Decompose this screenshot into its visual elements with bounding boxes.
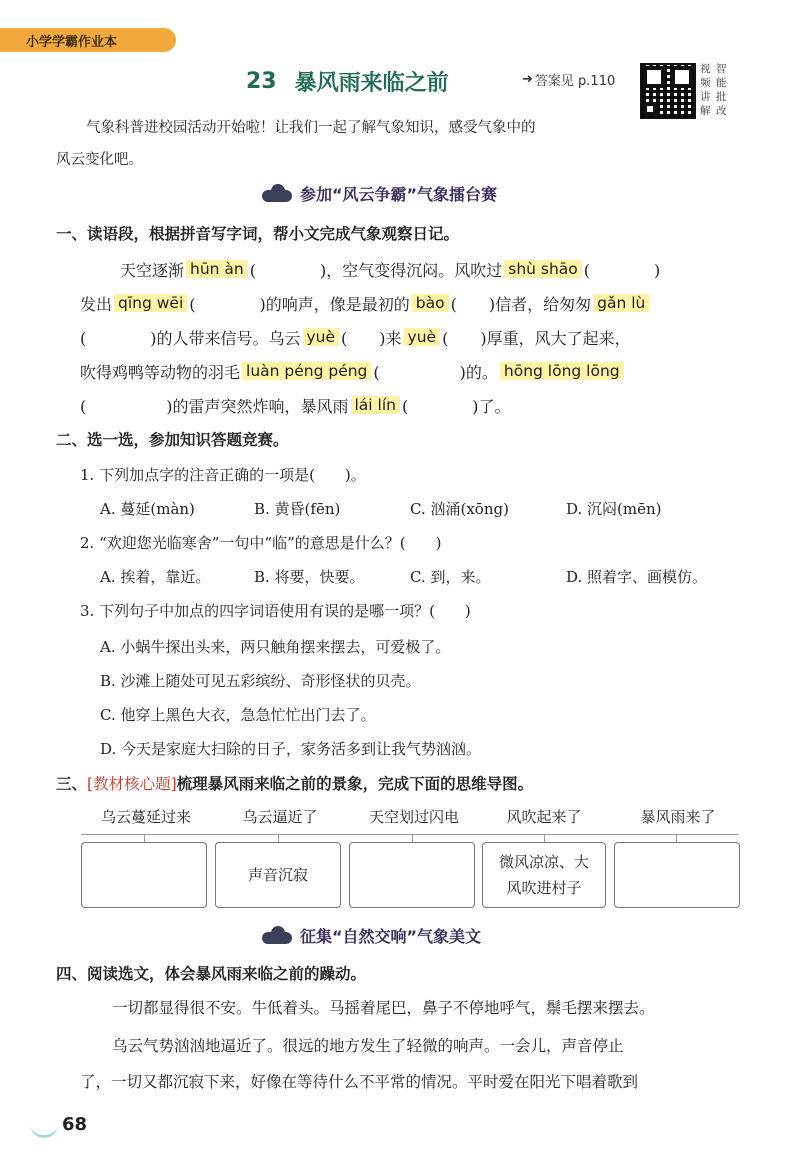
mind-map-answer-box[interactable] [349, 842, 475, 908]
option-c[interactable]: C. 他穿上黑色大衣，急急忙忙出门去了。 [100, 706, 376, 724]
intro-line-1: 气象科普进校园活动开始啦！让我们一起了解气象知识，感受气象中的 [86, 120, 536, 136]
pinyin: luàn péng péng [242, 362, 371, 380]
option-a[interactable]: A. 挨着，靠近。 [100, 568, 211, 586]
text: 天空逐渐 [120, 260, 185, 280]
reading-line: 了，一切又都沉寂下来，好像在等待什么不平常的情况。平时爱在阳光下唱着歌到 [80, 1073, 639, 1091]
reading-line: 一切都显得很不安。牛低着头。马摇着尾巴，鼻子不停地呼气，鬃毛摆来摆去。 [112, 999, 655, 1017]
answer-blank[interactable]: ( ) [583, 260, 661, 280]
pinyin: lái lín [351, 396, 400, 414]
mind-map-label: 乌云逼近了 [242, 808, 318, 826]
mind-map-box: 微风凉凉、大 风吹进村子 [482, 842, 606, 908]
reading-line: 乌云气势汹汹地逼近了。很远的地方发生了轻微的响声。一会儿，声音停止 [112, 1037, 624, 1055]
mind-map-answer-box[interactable] [614, 842, 740, 908]
option-c[interactable]: C. 到，来。 [410, 568, 491, 586]
text: 发出 [80, 294, 113, 314]
mind-map-label: 风吹起来了 [506, 808, 582, 826]
option-b[interactable]: B. 沙滩上随处可见五彩缤纷、奇形怪状的贝壳。 [100, 672, 421, 690]
intro-line-2: 风云变化吧。 [56, 152, 143, 168]
mind-map-box: 声音沉寂 [215, 842, 341, 908]
banner-text: 征集“自然交响”气象美文 [300, 926, 482, 946]
qr-char: 解 [700, 105, 711, 117]
option-a[interactable]: A. 小蜗牛探出头来，两只触角摆来摆去，可爱极了。 [100, 638, 451, 656]
question-2-3-stem[interactable]: 3. 下列句子中加点的四字词语使用有误的是哪一项？( ) [80, 602, 471, 620]
mind-map-connector [676, 834, 677, 842]
qr-char: 智 [716, 63, 727, 75]
qr-code[interactable] [640, 63, 696, 119]
qr-char: 批 [716, 91, 727, 103]
arrow-right-icon: ➜ [522, 72, 533, 87]
text: 吹得鸡鸭等动物的羽毛 [80, 362, 241, 382]
banner-text: 参加“风云争霸”气象擂台赛 [300, 184, 498, 204]
question-2-1-stem[interactable]: 1. 下列加点字的注音正确的一项是( )。 [80, 466, 366, 484]
question-3-heading [56, 772, 533, 794]
answer-page-text: 答案见 p.110 [534, 74, 616, 89]
option-d[interactable]: D. 今天是家庭大扫除的日子，家务活多到让我气势汹汹。 [100, 740, 482, 758]
pinyin: yuè [303, 328, 340, 346]
passage-line [80, 356, 760, 386]
mind-map-label: 乌云蔓延过来 [100, 808, 191, 826]
qr-char: 能 [716, 77, 727, 89]
pinyin: gǎn lù [593, 294, 649, 312]
passage-line [120, 254, 800, 284]
series-name: 小学学霸作业本 [26, 34, 118, 50]
section-banner-1 [262, 180, 497, 206]
answer-blank[interactable]: ( )信者，给匆匆 [450, 294, 592, 314]
mind-map-connector [81, 834, 739, 835]
mind-map-connector [278, 834, 279, 842]
option-c[interactable]: C. 汹涌(xōng) [410, 500, 509, 518]
passage-line [80, 288, 760, 318]
question-1-heading: 一、读语段，根据拼音写字词，帮小文完成气象观察日记。 [56, 225, 460, 243]
page-number: 68 [62, 1114, 88, 1135]
section-banner-2 [262, 922, 481, 948]
option-d[interactable]: D. 照着字、画模仿。 [566, 568, 708, 586]
mind-map-label: 暴风雨来了 [640, 808, 716, 826]
passage-line [80, 322, 760, 352]
qr-char: 改 [716, 105, 727, 117]
answer-blank[interactable]: ( )了。 [401, 396, 511, 416]
question-2-2-stem[interactable]: 2. “欢迎您光临寒舍”一句中“临”的意思是什么？( ) [80, 534, 442, 552]
pinyin: shù shāo [504, 260, 582, 278]
pinyin: qīng wēi [114, 294, 187, 312]
answer-blank[interactable]: ( )的。 [373, 362, 498, 382]
answer-reference [522, 70, 615, 89]
option-b[interactable]: B. 黄昏(fēn) [254, 500, 341, 518]
lesson-name: 暴风雨来临之前 [294, 70, 449, 96]
qr-char: 频 [700, 77, 711, 89]
question-text: 梳理暴风雨来临之前的景象，完成下面的思维导图。 [176, 775, 534, 793]
answer-blank[interactable]: ( )，空气变得沉闷。风吹过 [249, 260, 503, 280]
cloud-icon [262, 184, 292, 202]
pinyin: hūn àn [186, 260, 248, 278]
core-question-tag: [教材核心题] [87, 775, 177, 793]
mind-map-connector [144, 834, 145, 842]
answer-blank[interactable]: ( )厚重，风大了起来， [442, 328, 631, 348]
mind-map-connector [412, 834, 413, 842]
answer-blank[interactable]: ( )的雷声突然炸响，暴风雨 [80, 396, 349, 416]
answer-blank[interactable]: ( )的人带来信号。乌云 [80, 328, 301, 348]
option-a[interactable]: A. 蔓延(màn) [100, 500, 195, 518]
qr-char: 视 [700, 63, 711, 75]
mind-map-connector [544, 834, 545, 842]
pinyin: yuè [404, 328, 441, 346]
pinyin: bào [412, 294, 449, 312]
wave-decoration [30, 1122, 58, 1138]
lesson-number: 23 [246, 68, 277, 94]
series-tab [0, 28, 176, 52]
qr-side-text [700, 62, 730, 118]
answer-blank[interactable]: ( )来 [341, 328, 402, 348]
question-4-heading: 四、阅读选文，体会暴风雨来临之前的躁动。 [56, 965, 367, 983]
cloud-icon [262, 926, 292, 944]
mind-map-label: 天空划过闪电 [368, 808, 459, 826]
qr-char: 讲 [700, 91, 711, 103]
pinyin: hōng lōng lōng [500, 362, 624, 380]
answer-blank[interactable]: ( )的响声，像是最初的 [189, 294, 410, 314]
passage-line [80, 390, 760, 420]
mind-map-answer-box[interactable] [81, 842, 207, 908]
question-number: 三、 [56, 775, 88, 793]
question-2-heading: 二、选一选，参加知识答题竞赛。 [56, 431, 289, 449]
lesson-title [246, 64, 449, 98]
option-d[interactable]: D. 沉闷(mēn) [566, 500, 662, 518]
option-b[interactable]: B. 将要，快要。 [254, 568, 365, 586]
